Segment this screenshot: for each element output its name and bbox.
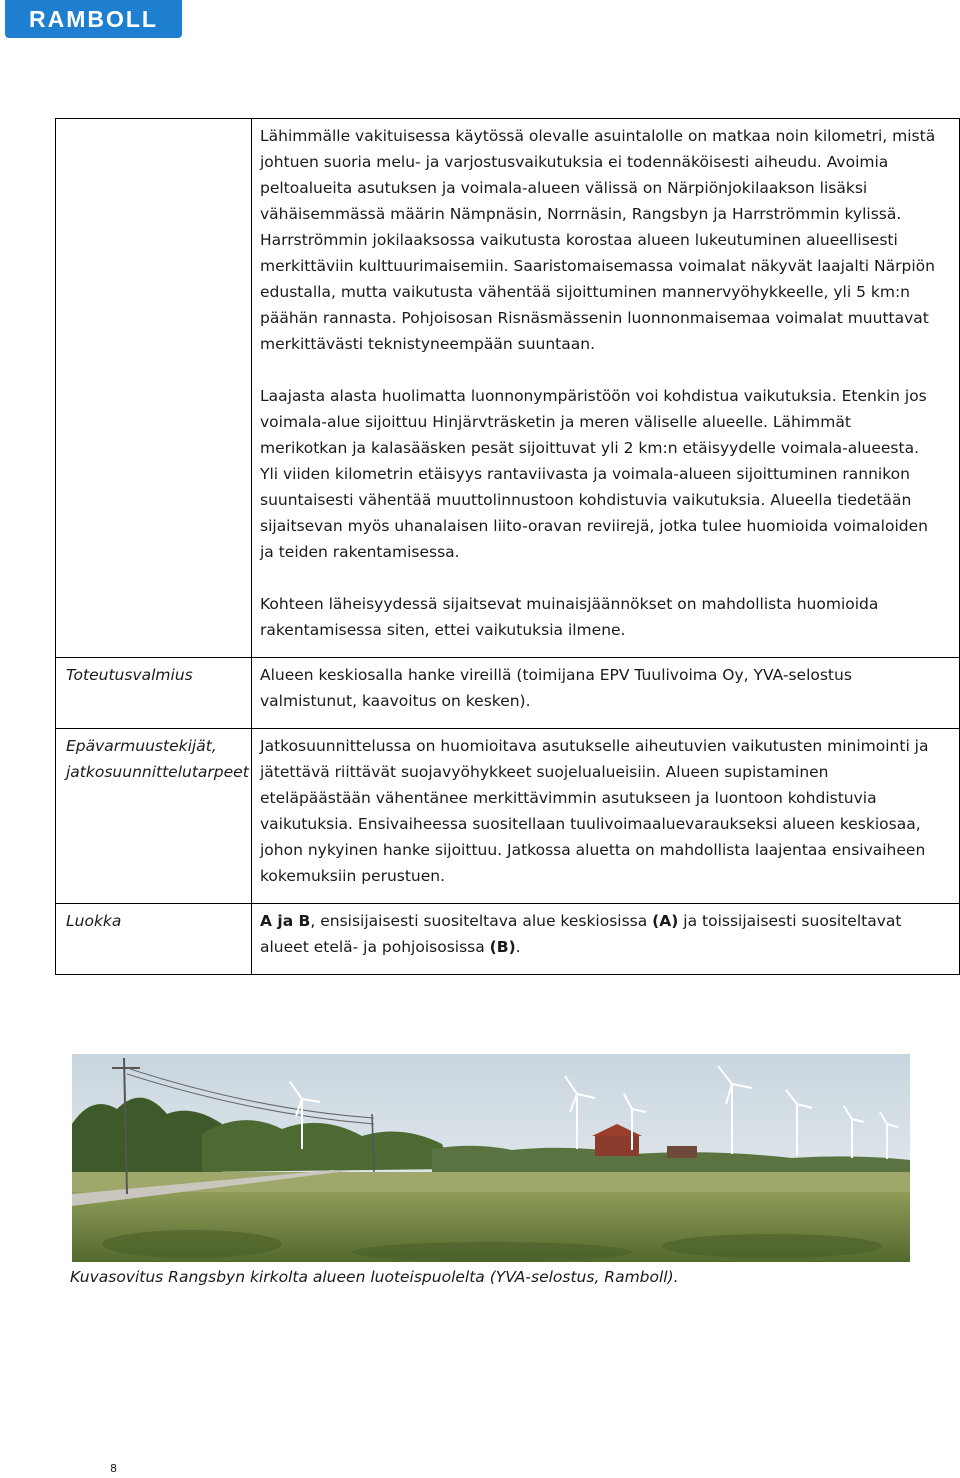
readiness-text: Alueen keskiosalla hanke vireillä (toimijana EPV Tuulivoima Oy, YVA-selostus valmistunut, kaavoitus on kesken). [252,658,960,729]
row-label-uncertainties: Epävarmuustekijät, jatkosuunnittelutarpeet [56,729,252,904]
table-row-class [56,904,960,975]
description-cell [252,119,960,658]
assessment-table [55,118,960,975]
class-text-end: . [515,938,521,956]
class-a: (A) [652,912,679,930]
page-number: 8 [110,1462,117,1475]
row-label-class: Luokka [56,904,252,975]
photo-caption: Kuvasovitus Rangsbyn kirkolta alueen luoteispuolelta (YVA-selostus, Ramboll). [70,1268,679,1286]
impact-paragraph: Lähimmälle vakituisessa käytössä olevalle asuintalolle on matkaa noin kilometri, mistä johtuen suoria melu- ja varjostusvaikutuksia ei todennäköisesti aiheudu. Avoimia peltoalueita asutuksen ja voimala-alueen välissä on Närpiönjokilaakson lisäksi vähäisemmässä määrin Nämpnäsin, Norrnäsin, Rangsbyn ja Harrströmmin kylissä. Harrströmmin jokilaaksossa vaikutusta korostaa alueen lukeutuminen alueellisesti merkittäviin kulttuurimaisemiin. Saaristomaisemassa voimalat näkyvät laajalti Närpiön edustalla, mutta vaikutusta vähentää sijoittuminen mannervyöhykkeelle, yli 5 km:n päähän rannasta. Pohjoisosan Risnäsmässenin luonnonmaisemaa voimalat muuttavat merkittävästi teknistyneempään suuntaan. [260,127,936,353]
landscape-photo [72,1054,910,1262]
antiquities-paragraph: Kohteen läheisyydessä sijaitsevat muinaisjäännökset on mahdollista huomioida rakentamisessa siten, ettei vaikutuksia ilmene. [260,595,879,639]
class-text-part2: ja toissijaisesti suositeltavat alueet etelä- ja pohjoisosissa [260,912,902,956]
uncertainties-text: Jatkosuunnittelussa on huomioitava asutukselle aiheutuvien vaikutusten minimointi ja jätettävä riittävät suojavyöhykkeet suojelualueisiin. Alueen supistaminen eteläpäästään vähentänee merkittävimmin asutukseen ja luontoon kohdistuvia vaikutuksia. Ensivaiheessa suositellaan tuulivoimaaluevaraukseksi alueen keskiosaa, johon nykyinen hanke sijoittuu. Jatkossa aluetta on mahdollista laajentaa ensivaiheen kokemuksiin perustuen. [252,729,960,904]
row-label-readiness: Toteutusvalmius [56,658,252,729]
table-row-readiness [56,658,960,729]
ramboll-logo: RAMBOLL [5,0,182,38]
table-row-uncertainties [56,729,960,904]
table-row-description [56,119,960,658]
class-text-part1: , ensisijaisesti suositeltava alue keskiosissa [310,912,653,930]
nature-paragraph: Laajasta alasta huolimatta luonnonympäristöön voi kohdistua vaikutuksia. Etenkin jos voimala-alue sijoittuu Hinjärvträsketin ja meren väliselle alueelle. Lähimmät merikotkan ja kalasääsken pesät sijoittuvat yli 2 km:n etäisyydelle voimala-alueesta. Yli viiden kilometrin etäisyys rantaviivasta ja voimala-alueen sijoittuminen rannikon suuntaisesti vähentää muuttolinnustoon kohdistuvia vaikutuksia. Alueella tiedetään sijaitsevan myös uhanalaisen liito-oravan reviirejä, jotka tulee huomioida voimaloiden ja teiden rakentamisessa. [260,387,928,561]
empty-label-cell [56,119,252,658]
class-ab: A ja B [260,912,311,930]
class-b: (B) [489,938,516,956]
class-text [252,904,960,975]
